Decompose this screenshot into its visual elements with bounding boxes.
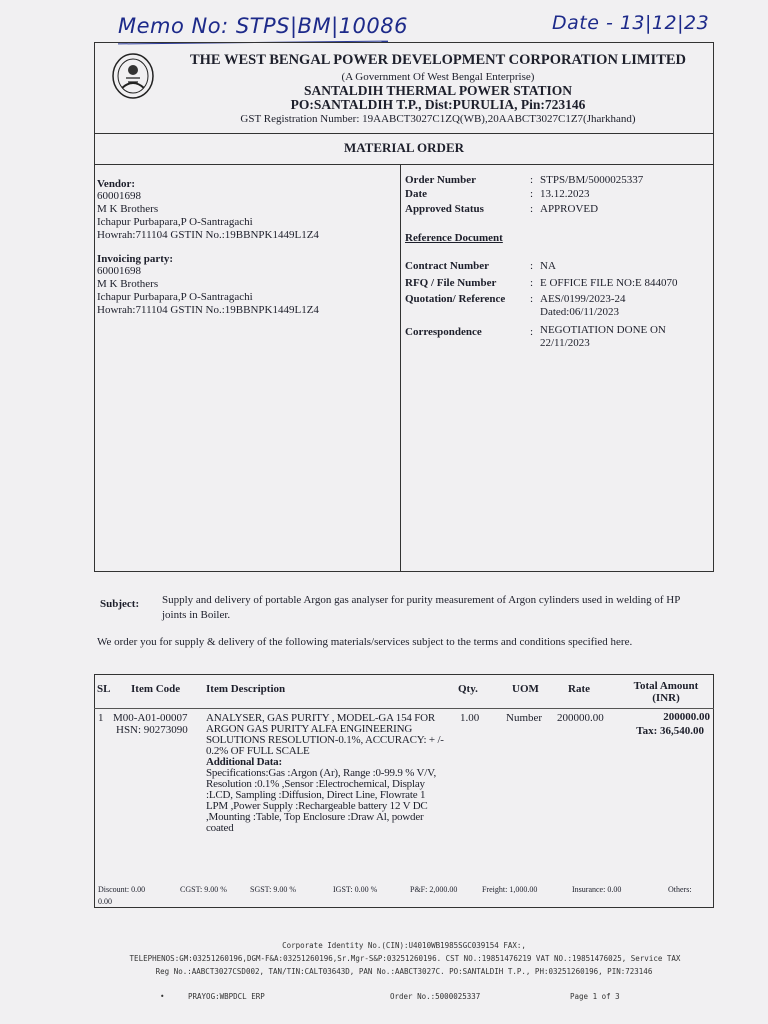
vendor-block [97, 178, 397, 317]
document-title: MATERIAL ORDER [343, 140, 465, 155]
contract-number-value: NA [540, 260, 556, 272]
invoicing-address-2: Howrah:711104 GSTIN No.:19BBNPK1449L1Z4 [97, 304, 319, 316]
subject-text: Supply and delivery of portable Argon gas analyser for purity measurement of Argon cylinders used in welding of HP joints in Boiler. [162, 594, 680, 621]
row-qty: 1.00 [460, 712, 480, 724]
colon: : [530, 326, 534, 338]
order-date-value: 13.12.2023 [540, 188, 590, 200]
header-total-label: Total Amount [633, 680, 699, 692]
header-qty: Qty. [458, 683, 478, 695]
additional-data-label: Additional Data: [206, 756, 282, 768]
header-item-description: Item Description [206, 683, 286, 695]
order-date-label: Date [405, 188, 427, 200]
order-intro-text: We order you for supply & delivery of the following materials/services subject to the terms and conditions specified here. [97, 636, 633, 648]
footer-bullet: • [160, 992, 165, 1001]
colon: : [530, 174, 534, 186]
footer-registration: Reg No.:AABCT3027CSD002, TAN/TIN:CALT03643D, PAN No.:AABCT3027C. PO:SANTALDIH T.P., PH:03251260196, PIN:723146 [155, 967, 653, 976]
discount-subvalue: 0.00 [98, 897, 112, 906]
colon: : [530, 188, 534, 200]
colon: : [530, 293, 534, 305]
approved-status-label: Approved Status [405, 203, 484, 215]
freight-value: Freight: 1,000.00 [482, 885, 538, 894]
row-description-main: ANALYSER, GAS PURITY , MODEL-GA 154 FOR ARGON GAS PURITY ALFA ENGINEERING SOLUTIONS RESOLUTION-0.1%, ACCURACY: + /- 0.2% OF FULL SCALE [206, 712, 444, 757]
row-description-additional: Specifications:Gas :Argon (Ar), Range :0-99.9 % V/V, Resolution :0.1% ,Sensor :Electrochemical, Display :LCD, Sampling :Diffusion, Direct Line, Flowrate 1 LPM ,Power Supply :Rechargeable battery 12 V DC ,Mounting :Table, Top Enclosure :Draw Al, powder coated [206, 767, 437, 834]
sgst-value: SGST: 9.00 % [250, 885, 297, 894]
colon: : [530, 277, 534, 289]
footer-page-number: Page 1 of 3 [570, 992, 620, 1001]
pf-value: P&F: 2,000.00 [410, 885, 458, 894]
rfq-file-value: E OFFICE FILE NO:E 844070 [540, 277, 678, 289]
row-rate: 200000.00 [557, 712, 604, 724]
table-header-divider [94, 708, 714, 709]
header-uom: UOM [512, 683, 539, 695]
row-sl: 1 [98, 712, 104, 724]
cgst-value: CGST: 9.00 % [180, 885, 227, 894]
colon: : [530, 203, 534, 215]
header-rate: Rate [568, 683, 590, 695]
column-divider [400, 164, 401, 572]
order-number-value: STPS/BM/5000025337 [540, 174, 644, 186]
correspondence-date: 22/11/2023 [540, 337, 590, 349]
invoicing-code: 60001698 [97, 265, 141, 277]
vendor-name: M K Brothers [97, 203, 159, 215]
others-value: Others: [668, 885, 692, 894]
station-name: SANTALDIH THERMAL POWER STATION [304, 83, 572, 98]
company-seal-icon [108, 48, 158, 104]
invoicing-address-1: Ichapur Purbapara,P O-Santragachi [97, 291, 253, 303]
company-name: THE WEST BENGAL POWER DEVELOPMENT CORPORATION LIMITED [189, 52, 687, 68]
header-total-amount [620, 680, 712, 704]
invoicing-name: M K Brothers [97, 278, 159, 290]
quotation-reference-value: AES/0199/2023-24 [540, 293, 626, 305]
footer-telephone: TELEPHENOS:GM:03251260196,DGM-F&A:03251260196,Sr.Mgr-S&P:03251260196. CST NO.:19851476219 VAT NO.:19851476025, Service TAX [129, 954, 681, 963]
header-sl: SL [97, 683, 111, 695]
vendor-address-2: Howrah:711104 GSTIN No.:19BBNPK1449L1Z4 [97, 229, 319, 241]
vendor-address-1: Ichapur Purbapara,P O-Santragachi [97, 216, 253, 228]
vendor-code: 60001698 [97, 190, 141, 202]
colon: : [530, 260, 534, 272]
row-item-description [206, 713, 446, 834]
insurance-value: Insurance: 0.00 [572, 885, 622, 894]
correspondence-value: NEGOTIATION DONE ON [540, 324, 666, 336]
igst-value: IGST: 0.00 % [333, 885, 378, 894]
footer-erp: PRAYOG:WBPDCL ERP [188, 992, 265, 1001]
divider [94, 164, 714, 165]
approved-status-value: APPROVED [540, 203, 599, 215]
station-address: PO:SANTALDIH T.P., Dist:PURULIA, Pin:723146 [290, 97, 586, 112]
footer-order-number: Order No.:5000025337 [390, 992, 481, 1001]
correspondence-label: Correspondence [405, 326, 482, 338]
order-number-label: Order Number [405, 174, 476, 186]
quotation-date-value: Dated:06/11/2023 [540, 306, 620, 318]
divider [94, 133, 714, 134]
footer-cin: Corporate Identity No.(CIN):U4010WB1985SGC039154 FAX:, [282, 941, 526, 950]
discount-value: Discount: 0.00 [98, 885, 146, 894]
invoicing-label: Invoicing party: [97, 253, 174, 265]
subject-label: Subject: [100, 598, 140, 610]
gst-registration: GST Registration Number: 19AABCT3027C1ZQ(WB),20AABCT3027C1Z7(Jharkhand) [240, 113, 636, 125]
handwritten-memo-number: Memo No: STPS|BM|10086 [118, 14, 408, 38]
company-subtitle: (A Government Of West Bengal Enterprise) [341, 71, 535, 83]
reference-document-heading: Reference Document [405, 232, 503, 244]
handwritten-date: Date - 13|12|23 [552, 12, 710, 34]
row-tax: Tax: 36,540.00 [636, 725, 704, 737]
header-total-currency: (INR) [652, 692, 680, 704]
row-item-code: M00-A01-00007 [113, 712, 188, 724]
header-item-code: Item Code [131, 683, 181, 695]
quotation-reference-label: Quotation/ Reference [405, 293, 506, 305]
row-total: 200000.00 [663, 711, 710, 723]
row-hsn: HSN: 90273090 [116, 724, 188, 736]
vendor-label: Vendor: [97, 178, 136, 190]
contract-number-label: Contract Number [405, 260, 490, 272]
rfq-file-label: RFQ / File Number [405, 277, 497, 289]
row-uom: Number [506, 712, 543, 724]
